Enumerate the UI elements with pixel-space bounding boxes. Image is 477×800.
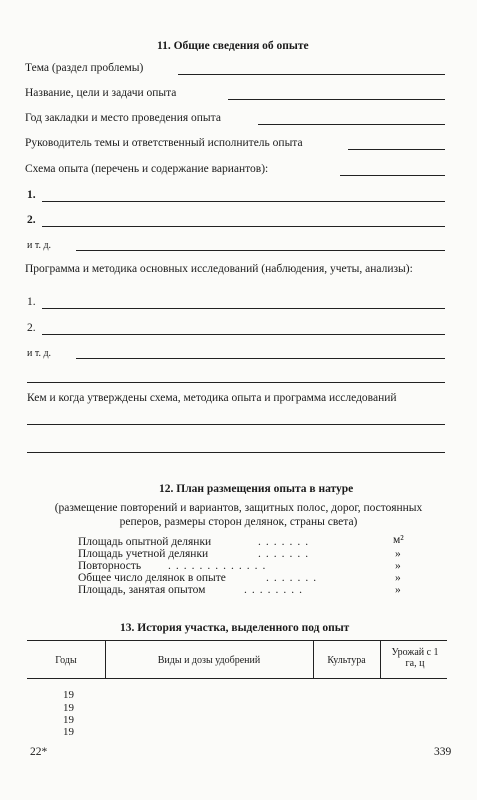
field-label-supervisor: Руководитель темы и ответственный исполнитель опыта bbox=[25, 137, 303, 149]
plan-row-dots: ............. bbox=[168, 560, 271, 572]
plan-row-label: Площадь опытной делянки bbox=[78, 536, 212, 548]
program-item-2-label: 2. bbox=[27, 322, 36, 334]
section-13-title: 13. История участка, выделенного под опыт bbox=[120, 622, 350, 634]
section-12-subtitle-line-1: (размещение повторений и вариантов, защитных полос, дорог, постоянных bbox=[54, 502, 423, 514]
footer-signature-mark: 22* bbox=[30, 746, 48, 758]
scheme-item-1-label: 1. bbox=[27, 189, 36, 201]
plan-row-dots: ....... bbox=[258, 536, 314, 548]
table-year-cell: 19 bbox=[63, 702, 74, 714]
program-item-1-label: 1. bbox=[27, 296, 36, 308]
table-header-yield: Урожай с 1 га, ц bbox=[391, 647, 439, 669]
approved-line-1[interactable] bbox=[27, 424, 445, 425]
plan-row-dots: ....... bbox=[266, 572, 322, 584]
section-11-title: 11. Общие сведения об опыте bbox=[157, 40, 309, 52]
scheme-item-etc-line[interactable] bbox=[76, 250, 445, 251]
plan-row-label: Площадь учетной делянки bbox=[78, 548, 209, 560]
scheme-item-2-label: 2. bbox=[27, 214, 36, 226]
scheme-item-etc-label: и т. д. bbox=[27, 240, 52, 251]
plan-row-unit: » bbox=[395, 560, 401, 572]
plan-row-dots: ....... bbox=[258, 548, 314, 560]
table-top-rule bbox=[27, 640, 447, 641]
table-col-divider bbox=[380, 640, 381, 678]
section-12-subtitle-line-2: реперов, размеры сторон делянок, страны света) bbox=[119, 516, 358, 528]
table-header-fertilizers: Виды и дозы удобрений bbox=[157, 655, 261, 666]
field-label-topic: Тема (раздел проблемы) bbox=[25, 62, 144, 74]
field-label-year-place: Год закладки и место проведения опыта bbox=[25, 112, 221, 124]
table-year-cell: 19 bbox=[63, 689, 74, 701]
plan-row-unit: » bbox=[395, 548, 401, 560]
program-item-2-line[interactable] bbox=[42, 334, 445, 335]
plan-row-label: Площадь, занятая опытом bbox=[78, 584, 206, 596]
scheme-item-2-line[interactable] bbox=[42, 226, 445, 227]
program-extra-line[interactable] bbox=[27, 382, 445, 383]
program-item-etc-line[interactable] bbox=[76, 358, 445, 359]
scheme-item-1-line[interactable] bbox=[42, 201, 445, 202]
table-header-crop: Культура bbox=[327, 655, 366, 666]
plan-row-label: Повторность bbox=[78, 560, 142, 572]
field-line-topic[interactable] bbox=[178, 74, 445, 75]
table-year-cell: 19 bbox=[63, 714, 74, 726]
field-label-name-goals: Название, цели и задачи опыта bbox=[25, 87, 177, 99]
field-line-supervisor[interactable] bbox=[348, 149, 445, 150]
field-line-year-place[interactable] bbox=[258, 124, 445, 125]
plan-row-unit: м² bbox=[393, 534, 404, 546]
table-header-years: Годы bbox=[55, 655, 77, 666]
section-12-title: 12. План размещения опыта в натуре bbox=[159, 483, 354, 495]
program-label: Программа и методика основных исследований (наблюдения, учеты, анализы): bbox=[25, 263, 413, 275]
field-line-name-goals[interactable] bbox=[228, 99, 445, 100]
plan-row-dots: ........ bbox=[244, 584, 307, 596]
plan-row-label: Общее число делянок в опыте bbox=[78, 572, 226, 584]
table-header-rule bbox=[27, 678, 447, 679]
table-year-cell: 19 bbox=[63, 726, 74, 738]
program-item-etc-label: и т. д. bbox=[27, 348, 52, 359]
field-line-scheme[interactable] bbox=[340, 175, 445, 176]
plan-row-unit: » bbox=[395, 584, 401, 596]
field-label-scheme: Схема опыта (перечень и содержание вариантов): bbox=[25, 163, 269, 175]
plan-row-unit: » bbox=[395, 572, 401, 584]
page-number: 339 bbox=[434, 746, 452, 758]
approved-label: Кем и когда утверждены схема, методика опыта и программа исследований bbox=[27, 392, 397, 404]
program-item-1-line[interactable] bbox=[42, 308, 445, 309]
approved-line-2[interactable] bbox=[27, 452, 445, 453]
